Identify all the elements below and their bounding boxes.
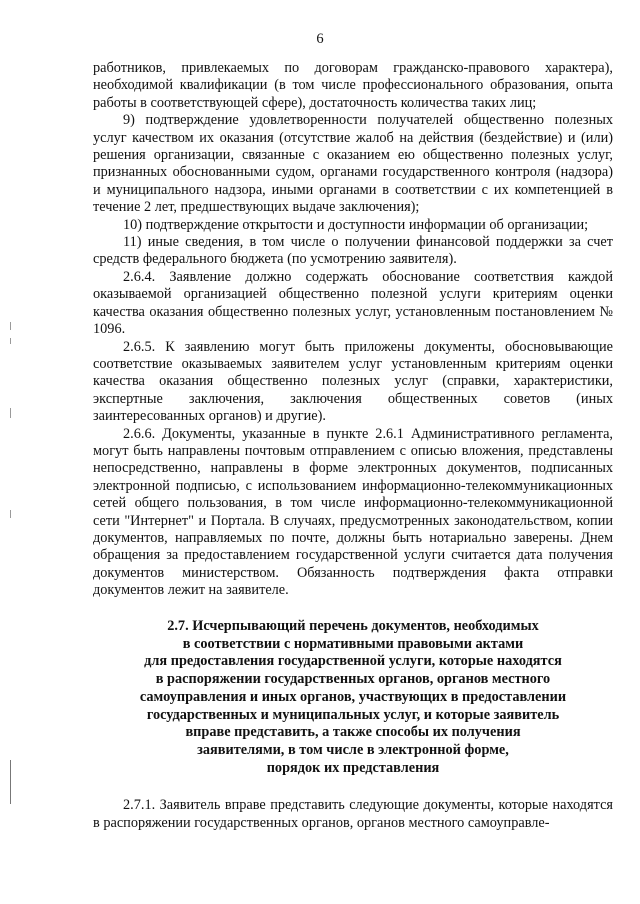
paragraph-2-7-1: 2.7.1. Заявитель вправе представить следующие документы, которые находятся в распоряжении государственных органов, органов местного самоуправле- — [93, 797, 613, 831]
paragraph-item-9: 9) подтверждение удовлетворенности получателей общественно полезных услуг качеством их оказания (отсутствие жалоб на действия (бездействие) и (или) решения организации, связанные с оказанием ею общественно полезных услуг, признанных обоснованными судом, органами государственного контроля (надзора) и муниципального надзора, иными органами в соответствии с их компетенцией в течение 2 лет, предшествующих выдаче заключения); — [93, 112, 613, 216]
heading-line: заявителями, в том числе в электронной форме, — [197, 741, 509, 758]
heading-line: для предоставления государственной услуги, которые находятся — [144, 653, 562, 670]
paragraph-2-6-6: 2.6.6. Документы, указанные в пункте 2.6.1 Административного регламента, могут быть направлены почтовым отправлением с описью вложения, представлены непосредственно, направлены в форме электронных документов, подписанных электронной подписью, с использованием информационно-телекоммуникационных сетей общего пользования, в том числе информационно-телекоммуникационной сети "Интернет" и Портала. В случаях, предусмотренных законодательством, копии документов, направляемых по почте, должны быть нотариально заверены. Днем обращения за предоставлением государственной услуги считается дата получения документов министерством. Обязанность подтверждения факта отправки документов лежит на заявителе. — [93, 425, 613, 599]
paragraph-item-11: 11) иные сведения, в том числе о получении финансовой поддержки за счет средств федерального бюджета (по усмотрению заявителя). — [93, 234, 613, 268]
scan-margin-mark — [10, 322, 11, 330]
heading-line: в соответствии с нормативными правовыми актами — [182, 635, 524, 652]
paragraph-item-10: 10) подтверждение открытости и доступности информации об организации; — [123, 216, 589, 233]
heading-line: самоуправления и иных органов, участвующих в предоставлении — [139, 688, 567, 705]
heading-line: порядок их представления — [266, 759, 440, 776]
scan-margin-mark — [10, 408, 11, 418]
paragraph-2-6-5: 2.6.5. К заявлению могут быть приложены документы, обосновывающие соответствие оказываемых заявителем услуг установленным критериям оценки качества оказания общественно полезных услуг (справки, характеристики, экспертные заключения, заключения общественных советов (иных заинтересованных органов) и другие). — [93, 338, 613, 425]
scan-margin-mark — [10, 510, 11, 518]
page-number: 6 — [316, 31, 324, 47]
heading-line: вправе представить, а также способы их получения — [185, 724, 521, 741]
scan-margin-mark — [10, 760, 11, 804]
heading-line: государственных и муниципальных услуг, и которые заявитель — [146, 706, 560, 723]
body-text-bottom — [93, 797, 613, 832]
heading-line: 2.7. Исчерпывающий перечень документов, необходимых — [167, 618, 539, 634]
body-text-top — [93, 60, 613, 600]
section-heading-2-7 — [93, 618, 613, 777]
paragraph-2-6-4: 2.6.4. Заявление должно содержать обоснование соответствия каждой оказываемой организацией общественно полезной услуги критериям оценки качества оказания общественно полезных услуг, установленным постановлением № 1096. — [93, 268, 613, 338]
heading-line: в распоряжении государственных органов, органов местного — [155, 671, 551, 688]
scan-margin-mark — [10, 338, 11, 344]
paragraph-continuation: работников, привлекаемых по договорам гражданско-правового характера), необходимой квалификации (в том числе профессионального образования, опыта работы в соответствующей сфере), достаточность количества таких лиц; — [93, 60, 613, 111]
